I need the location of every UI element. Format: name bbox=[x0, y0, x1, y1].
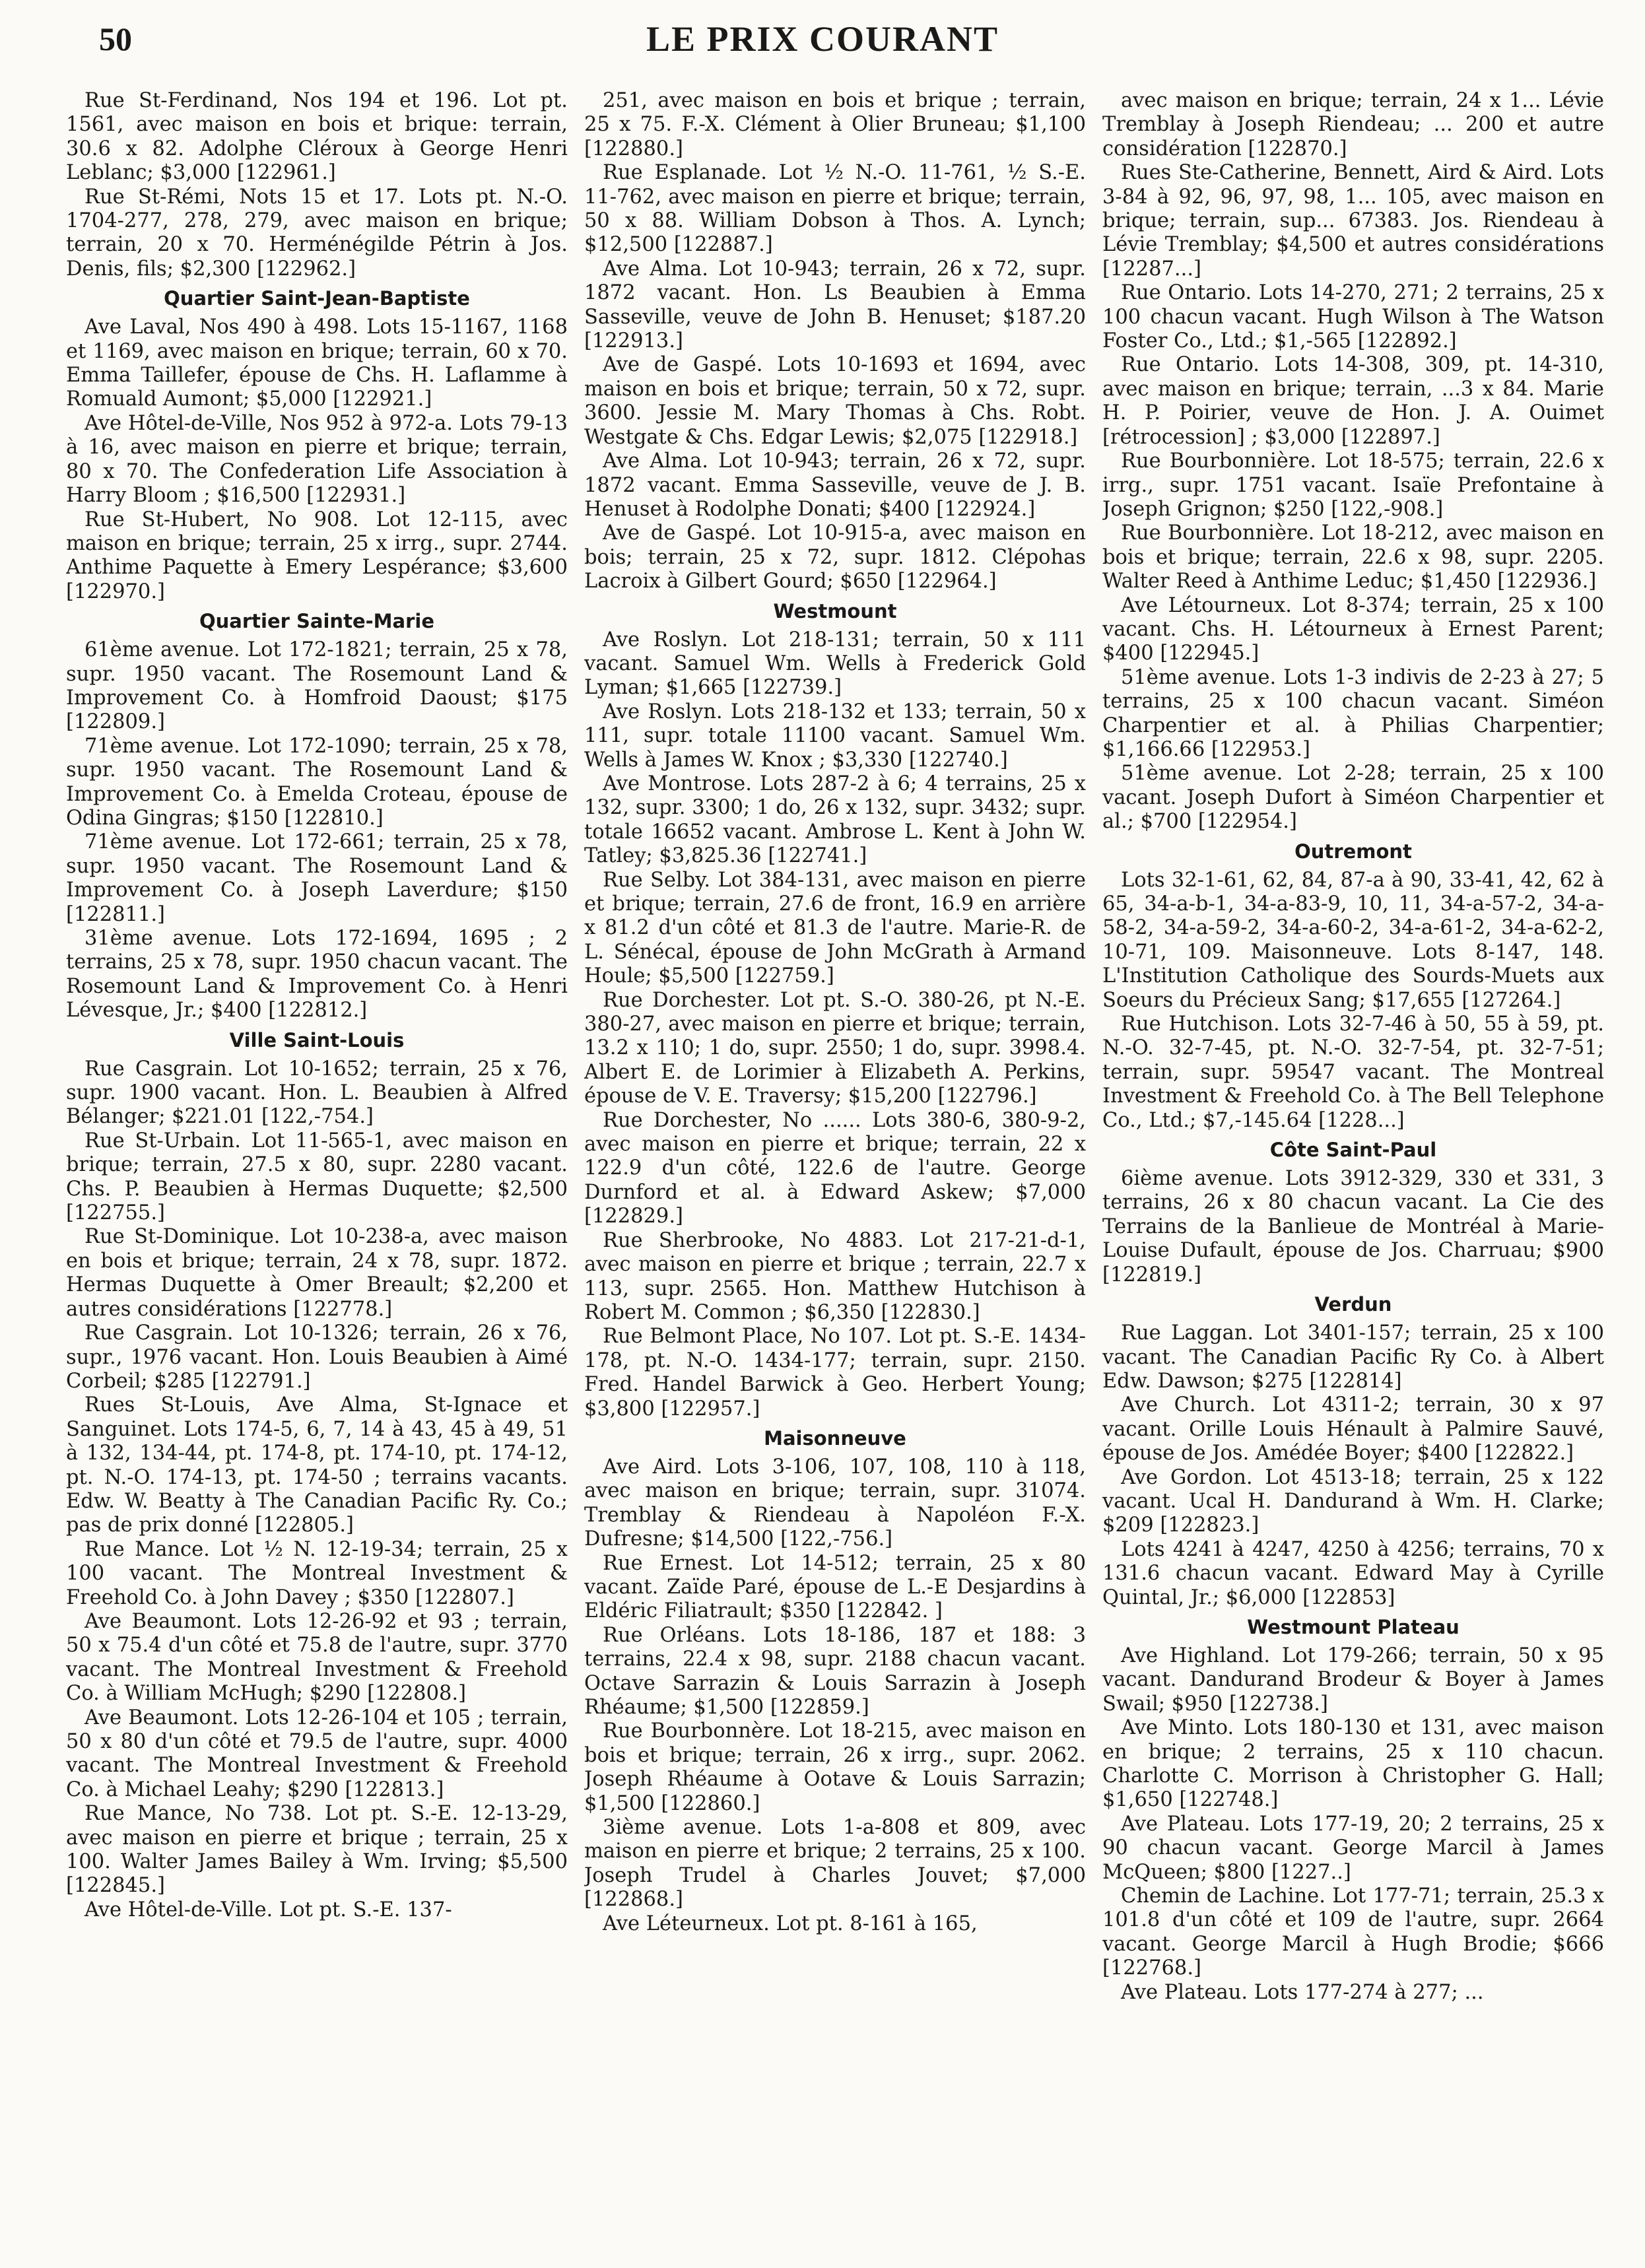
transaction-entry: 61ème avenue. Lot 172-1821; terrain, 25 x 78, supr. 1950 vacant. The Rosemount Land & Improvement Co. à Homfroid Daoust; $175 [122809.] bbox=[66, 638, 568, 734]
transaction-entry: Rue Ernest. Lot 14-512; terrain, 25 x 80 vacant. Zaïde Paré, épouse de L.-E Desjardins à Eldéric Filiatrault; $350 [122842. ] bbox=[584, 1551, 1086, 1623]
transaction-entry: Ave Aird. Lots 3-106, 107, 108, 110 à 118, avec maison en brique; terrain, supr. 31074. Tremblay & Riendeau à Napoléon F.-X. Dufresne; $14,500 [122,-756.] bbox=[584, 1455, 1086, 1551]
transaction-entry: Ave Montrose. Lots 287-2 à 6; 4 terrains, 25 x 132, supr. 3300; 1 do, 26 x 132, supr. 3432; supr. totale 16652 vacant. Ambrose L. Kent à John W. Tatley; $3,825.36 [122741.] bbox=[584, 772, 1086, 868]
transaction-entry: Ave Plateau. Lots 177-274 à 277; ... bbox=[1121, 1980, 1484, 2004]
transaction-entry: Rue Dorchester. Lot pt. S.-O. 380-26, pt N.-E. 380-27, avec maison en pierre et brique; terrain, 13.2 x 110; 1 do, supr. 2550; 1 do, supr. 3998.4. Albert E. de Lorimier à Elizabeth A. Perkins, épouse de V. E. Traversy; $15,200 [122796.] bbox=[584, 988, 1086, 1108]
transaction-entry: Rue Bourbonnière. Lot 18-212, avec maison en bois et brique; terrain, 22.6 x 98, supr. 2205. Walter Reed à Anthime Leduc; $1,450 [122936.] bbox=[1102, 521, 1604, 593]
section-heading: Westmount Plateau bbox=[1247, 1615, 1460, 1638]
transaction-entry: Ave de Gaspé. Lots 10-1693 et 1694, avec maison en bois et brique; terrain, 50 x 72, supr. 3600. Jessie M. Mary Thomas à Chs. Robt. Westgate & Chs. Edgar Lewis; $2,075 [122918.] bbox=[584, 353, 1086, 449]
transaction-entry: Ave Beaumont. Lots 12-26-92 et 93 ; terrain, 50 x 75.4 d'un côté et 75.8 de l'autre, supr. 3770 vacant. The Montreal Investment & Freehold Co. à William McHugh; $290 [122808.] bbox=[66, 1609, 568, 1706]
transaction-entry: Ave Alma. Lot 10-943; terrain, 26 x 72, supr. 1872 vacant. Hon. Ls Beaubien à Emma Sasseville, veuve de John B. Henuset; $187.20 [122913.] bbox=[584, 257, 1086, 353]
transaction-entry: Ave Minto. Lots 180-130 et 131, avec maison en brique; 2 terrains, 25 x 110 chacun. Charlotte C. Morrison à Christopher G. Hall; $1,650 [122748.] bbox=[1102, 1716, 1604, 1812]
transaction-entry: Rue Orléans. Lots 18-186, 187 et 188: 3 terrains, 22.4 x 98, supr. 2188 chacun vacant. Octave Sarrazin & Louis Sarrazin à Joseph Rhéaume; $1,500 [122859.] bbox=[584, 1623, 1086, 1719]
section-heading: Outremont bbox=[1294, 840, 1412, 863]
transaction-entry: 71ème avenue. Lot 172-1090; terrain, 25 x 78, supr. 1950 vacant. The Rosemount Land & Improvement Co. à Emelda Croteau, épouse de Odina Gingras; $150 [122810.] bbox=[66, 734, 568, 830]
transaction-entry: Rue Ontario. Lots 14-270, 271; 2 terrains, 25 x 100 chacun vacant. Hugh Wilson à The Watson Foster Co., Ltd.; $1,-565 [122892.] bbox=[1102, 281, 1604, 353]
transaction-entry: Rue St-Ferdinand, Nos 194 et 196. Lot pt. 1561, avec maison en bois et brique: terrain, 30.6 x 82. Adolphe Cléroux à George Henri Leblanc; $3,000 [122961.] bbox=[66, 89, 568, 185]
transaction-entry: 6ième avenue. Lots 3912-329, 330 et 331, 3 terrains, 26 x 80 chacun vacant. La Cie des Terrains de la Banlieue de Montréal à Marie-Louise Dufault, épouse de Jos. Charruau; $900 [122819.] bbox=[1102, 1167, 1604, 1286]
transaction-entry: Ave Léteurneux. Lot pt. 8-161 à 165, bbox=[603, 1912, 978, 1935]
transaction-entry: Ave Highland. Lot 179-266; terrain, 50 x 95 vacant. Dandurand Brodeur & Boyer à James Swail; $950 [122738.] bbox=[1102, 1644, 1604, 1716]
transaction-entry: Ave Létourneux. Lot 8-374; terrain, 25 x 100 vacant. Chs. H. Létourneux à Ernest Parent; $400 [122945.] bbox=[1102, 593, 1604, 665]
transaction-entry: Ave Hôtel-de-Ville. Lot pt. S.-E. 137- bbox=[84, 1898, 452, 1921]
transaction-entry: Rues Ste-Catherine, Bennett, Aird & Aird. Lots 3-84 à 92, 96, 97, 98, 1... 105, avec maison en brique; terrain, sup... 67383. Jos. Riendeau à Lévie Tremblay; $4,500 et autres considérations [12287...] bbox=[1102, 161, 1604, 281]
journal-title: LE PRIX COURANT bbox=[646, 19, 999, 59]
section-heading: Ville Saint-Louis bbox=[229, 1028, 405, 1051]
transaction-entry: Rue St-Urbain. Lot 11-565-1, avec maison en brique; terrain, 27.5 x 80, supr. 2280 vacant. Chs. P. Beaubien à Hermas Duquette; $2,500 [122755.] bbox=[66, 1129, 568, 1225]
transaction-entry: Ave Gordon. Lot 4513-18; terrain, 25 x 122 vacant. Ucal H. Dandurand à Wm. H. Clarke; $209 [122823.] bbox=[1102, 1465, 1604, 1537]
page-header bbox=[0, 0, 1645, 92]
transaction-entry: Rue Mance. Lot ½ N. 12-19-34; terrain, 25 x 100 vacant. The Montreal Investment & Freehold Co. à John Davey ; $350 [122807.] bbox=[66, 1537, 568, 1609]
transaction-entry: Ave Laval, Nos 490 à 498. Lots 15-1167, 1168 et 1169, avec maison en brique; terrain, 60 x 70. Emma Taillefer, épouse de Chs. H. Laflamme à Romuald Aumont; $5,000 [122921.] bbox=[66, 316, 568, 411]
transaction-entry: Rue Ontario. Lots 14-308, 309, pt. 14-310, avec maison en brique; terrain, ...3 x 84. Marie H. P. Poirier, veuve de Hon. J. A. Ouimet [rétrocession] ; $3,000 [122897.] bbox=[1102, 353, 1604, 449]
section-heading: Quartier Sainte-Marie bbox=[199, 610, 434, 633]
column-1 bbox=[66, 89, 568, 2248]
column-3 bbox=[1102, 89, 1604, 2248]
transaction-entry: Ave Hôtel-de-Ville, Nos 952 à 972-a. Lots 79-13 à 16, avec maison en pierre et brique; terrain, 80 x 70. The Confederation Life Association à Harry Bloom ; $16,500 [122931.] bbox=[66, 411, 568, 508]
transaction-entry: 31ème avenue. Lots 172-1694, 1695 ; 2 terrains, 25 x 78, supr. 1950 chacun vacant. The Rosemount Land & Improvement Co. à Henri Lévesque, Jr.; $400 [122812.] bbox=[66, 927, 568, 1022]
transaction-entry: Ave Church. Lot 4311-2; terrain, 30 x 97 vacant. Orille Louis Hénault à Palmire Sauvé, épouse de Jos. Amédée Boyer; $400 [122822.] bbox=[1102, 1393, 1604, 1465]
transaction-entry: Rue Belmont Place, No 107. Lot pt. S.-E. 1434-178, pt. N.-O. 1434-177; terrain, supr. 2150. Fred. Handel Barwick à Geo. Herbert Young; $3,800 [122957.] bbox=[584, 1325, 1086, 1420]
transaction-entry: Rue Bourbonnière. Lot 18-575; terrain, 22.6 x irrg., supr. 1751 vacant. Isaïe Prefontaine à Joseph Grignon; $250 [122,-908.] bbox=[1102, 450, 1604, 521]
transaction-entry: Ave Plateau. Lots 177-19, 20; 2 terrains, 25 x 90 chacun vacant. George Marcil à James McQueen; $800 [1227..] bbox=[1102, 1812, 1604, 1884]
transaction-entry: Ave Alma. Lot 10-943; terrain, 26 x 72, supr. 1872 vacant. Emma Sasseville, veuve de J. B. Henuset à Rodolphe Donati; $400 [122924.] bbox=[584, 450, 1086, 521]
transaction-entry: 51ème avenue. Lots 1-3 indivis de 2-23 à 27; 5 terrains, 25 x 100 chacun vacant. Siméon Charpentier et al. à Philias Charpentier; $1,166.66 [122953.] bbox=[1102, 665, 1604, 761]
transaction-entry: 3ième avenue. Lots 1-a-808 et 809, avec maison en pierre et brique; 2 terrains, 25 x 100. Joseph Trudel à Charles Jouvet; $7,000 [122868.] bbox=[584, 1816, 1086, 1912]
transaction-entry: Ave Roslyn. Lot 218-131; terrain, 50 x 111 vacant. Samuel Wm. Wells à Frederick Gold Lyman; $1,665 [122739.] bbox=[584, 628, 1086, 700]
transaction-entry: Rue Hutchison. Lots 32-7-46 à 50, 55 à 59, pt. N.-O. 32-7-45, pt. N.-O. 32-7-54, pt. 32-7-51; terrain, supr. 59547 vacant. The Montreal Investment & Freehold Co. à The Bell Telephone Co., Ltd.; $7,-145.64 [1228...] bbox=[1102, 1013, 1604, 1132]
section-heading: Verdun bbox=[1314, 1293, 1392, 1316]
transaction-entry: Rues St-Louis, Ave Alma, St-Ignace et Sanguinet. Lots 174-5, 6, 7, 14 à 43, 45 à 49, 51 à 132, 134-44, pt. 174-8, pt. 174-10, pt. 174-12, pt. N.-O. 174-13, pt. 174-50 ; terrains vacants. Edw. W. Beatty à The Canadian Pacific Ry. Co.; pas de prix donné [122805.] bbox=[66, 1393, 568, 1537]
transaction-entry: Rue Selby. Lot 384-131, avec maison en pierre et brique; terrain, 27.6 de front, 16.9 en arrière x 81.2 d'un côté et 81.3 de l'autre. Marie-R. de L. Sénécal, épouse de John McGrath à Armand Houle; $5,500 [122759.] bbox=[584, 868, 1086, 988]
transaction-entry: Rue Casgrain. Lot 10-1652; terrain, 25 x 76, supr. 1900 vacant. Hon. L. Beaubien à Alfred Bélanger; $221.01 [122,-754.] bbox=[66, 1057, 568, 1129]
transaction-entry: Lots 32-1-61, 62, 84, 87-a à 90, 33-41, 42, 62 à 65, 34-a-b-1, 34-a-83-9, 10, 11, 34-a-57-2, 34-a-58-2, 34-a-59-2, 34-a-60-2, 34-a-61-2, 34-a-62-2, 10-71, 109. Maisonneuve. Lots 8-147, 148. L'Institution Catholique des Sourds-Muets aux Soeurs du Précieux Sang; $17,655 [127264.] bbox=[1102, 868, 1604, 1012]
transaction-entry: 71ème avenue. Lot 172-661; terrain, 25 x 78, supr. 1950 vacant. The Rosemount Land & Improvement Co. à Joseph Laverdure; $150 [122811.] bbox=[66, 830, 568, 926]
transaction-entry: 51ème avenue. Lot 2-28; terrain, 25 x 100 vacant. Joseph Dufort à Siméon Charpentier et al.; $700 [122954.] bbox=[1102, 762, 1604, 834]
section-heading: Westmount bbox=[773, 599, 897, 622]
transaction-entry: 251, avec maison en bois et brique ; terrain, 25 x 75. F.-X. Clément à Olier Bruneau; $1,100 [122880.] bbox=[584, 89, 1086, 160]
transaction-entry: Rue Bourbonnère. Lot 18-215, avec maison en bois et brique; terrain, 26 x irrg., supr. 2062. Joseph Rhéaume à Ootave & Louis Sarrazin; $1,500 [122860.] bbox=[584, 1719, 1086, 1815]
transaction-entry: avec maison en brique; terrain, 24 x 1... Lévie Tremblay à Joseph Riendeau; ... 200 et autre considération [122870.] bbox=[1102, 89, 1604, 160]
transaction-entry: Rue Laggan. Lot 3401-157; terrain, 25 x 100 vacant. The Canadian Pacific Ry Co. à Albert Edw. Dawson; $275 [122814] bbox=[1102, 1321, 1604, 1393]
section-heading: Maisonneuve bbox=[764, 1426, 906, 1450]
page-number: 50 bbox=[99, 20, 132, 57]
transaction-entry: Lots 4241 à 4247, 4250 à 4256; terrains, 70 x 131.6 chacun vacant. Edward May à Cyrille Quintal, Jr.; $6,000 [122853] bbox=[1102, 1537, 1604, 1609]
transaction-entry: Ave Beaumont. Lots 12-26-104 et 105 ; terrain, 50 x 80 d'un côté et 79.5 de l'autre, supr. 4000 vacant. The Montreal Investment & Freehold Co. à Michael Leahy; $290 [122813.] bbox=[66, 1706, 568, 1801]
transaction-entry: Ave de Gaspé. Lot 10-915-a, avec maison en bois; terrain, 25 x 72, supr. 1812. Clépohas Lacroix à Gilbert Gourd; $650 [122964.] bbox=[584, 521, 1086, 593]
transaction-entry: Rue Mance, No 738. Lot pt. S.-E. 12-13-29, avec maison en pierre et brique ; terrain, 25 x 100. Walter James Bailey à Wm. Irving; $5,500 [122845.] bbox=[66, 1802, 568, 1898]
transaction-entry: Rue St-Hubert, No 908. Lot 12-115, avec maison en brique; terrain, 25 x irrg., supr. 2744. Anthime Paquette à Emery Lespérance; $3,600 [122970.] bbox=[66, 508, 568, 603]
transaction-entry: Rue Casgrain. Lot 10-1326; terrain, 26 x 76, supr., 1976 vacant. Hon. Louis Beaubien à Aimé Corbeil; $285 [122791.] bbox=[66, 1321, 568, 1393]
section-heading: Côte Saint-Paul bbox=[1269, 1139, 1437, 1162]
transaction-entry: Rue Sherbrooke, No 4883. Lot 217-21-d-1, avec maison en pierre et brique ; terrain, 22.7 x 113, supr. 2565. Hon. Matthew Hutchison à Robert M. Common ; $6,350 [122830.] bbox=[584, 1228, 1086, 1324]
transaction-entry: Chemin de Lachine. Lot 177-71; terrain, 25.3 x 101.8 d'un côté et 109 de l'autre, supr. 2664 vacant. George Marcil à Hugh Brodie; $666 [122768.] bbox=[1102, 1884, 1604, 1980]
transaction-entry: Ave Roslyn. Lots 218-132 et 133; terrain, 50 x 111, supr. totale 11100 vacant. Samuel Wm. Wells à James W. Knox ; $3,330 [122740.] bbox=[584, 700, 1086, 772]
listing-columns bbox=[66, 89, 1604, 2248]
transaction-entry: Rue Esplanade. Lot ½ N.-O. 11-761, ½ S.-E. 11-762, avec maison en pierre et brique; terrain, 50 x 88. William Dobson à Thos. A. Lynch; $12,500 [122887.] bbox=[584, 161, 1086, 257]
transaction-entry: Rue St-Dominique. Lot 10-238-a, avec maison en bois et brique; terrain, 24 x 78, supr. 1872. Hermas Duquette à Omer Breault; $2,200 et autres considérations [122778.] bbox=[66, 1225, 568, 1321]
section-heading: Quartier Saint-Jean-Baptiste bbox=[164, 287, 470, 310]
transaction-entry: Rue St-Rémi, Nots 15 et 17. Lots pt. N.-O. 1704-277, 278, 279, avec maison en brique; terrain, 20 x 70. Herménégilde Pétrin à Jos. Denis, fils; $2,300 [122962.] bbox=[66, 185, 568, 281]
column-2 bbox=[584, 89, 1086, 2248]
transaction-entry: Rue Dorchester, No ...... Lots 380-6, 380-9-2, avec maison en pierre et brique; terrain, 22 x 122.9 d'un côté, 122.6 de l'autre. George Durnford et al. à Edward Askew; $7,000 [122829.] bbox=[584, 1108, 1086, 1228]
